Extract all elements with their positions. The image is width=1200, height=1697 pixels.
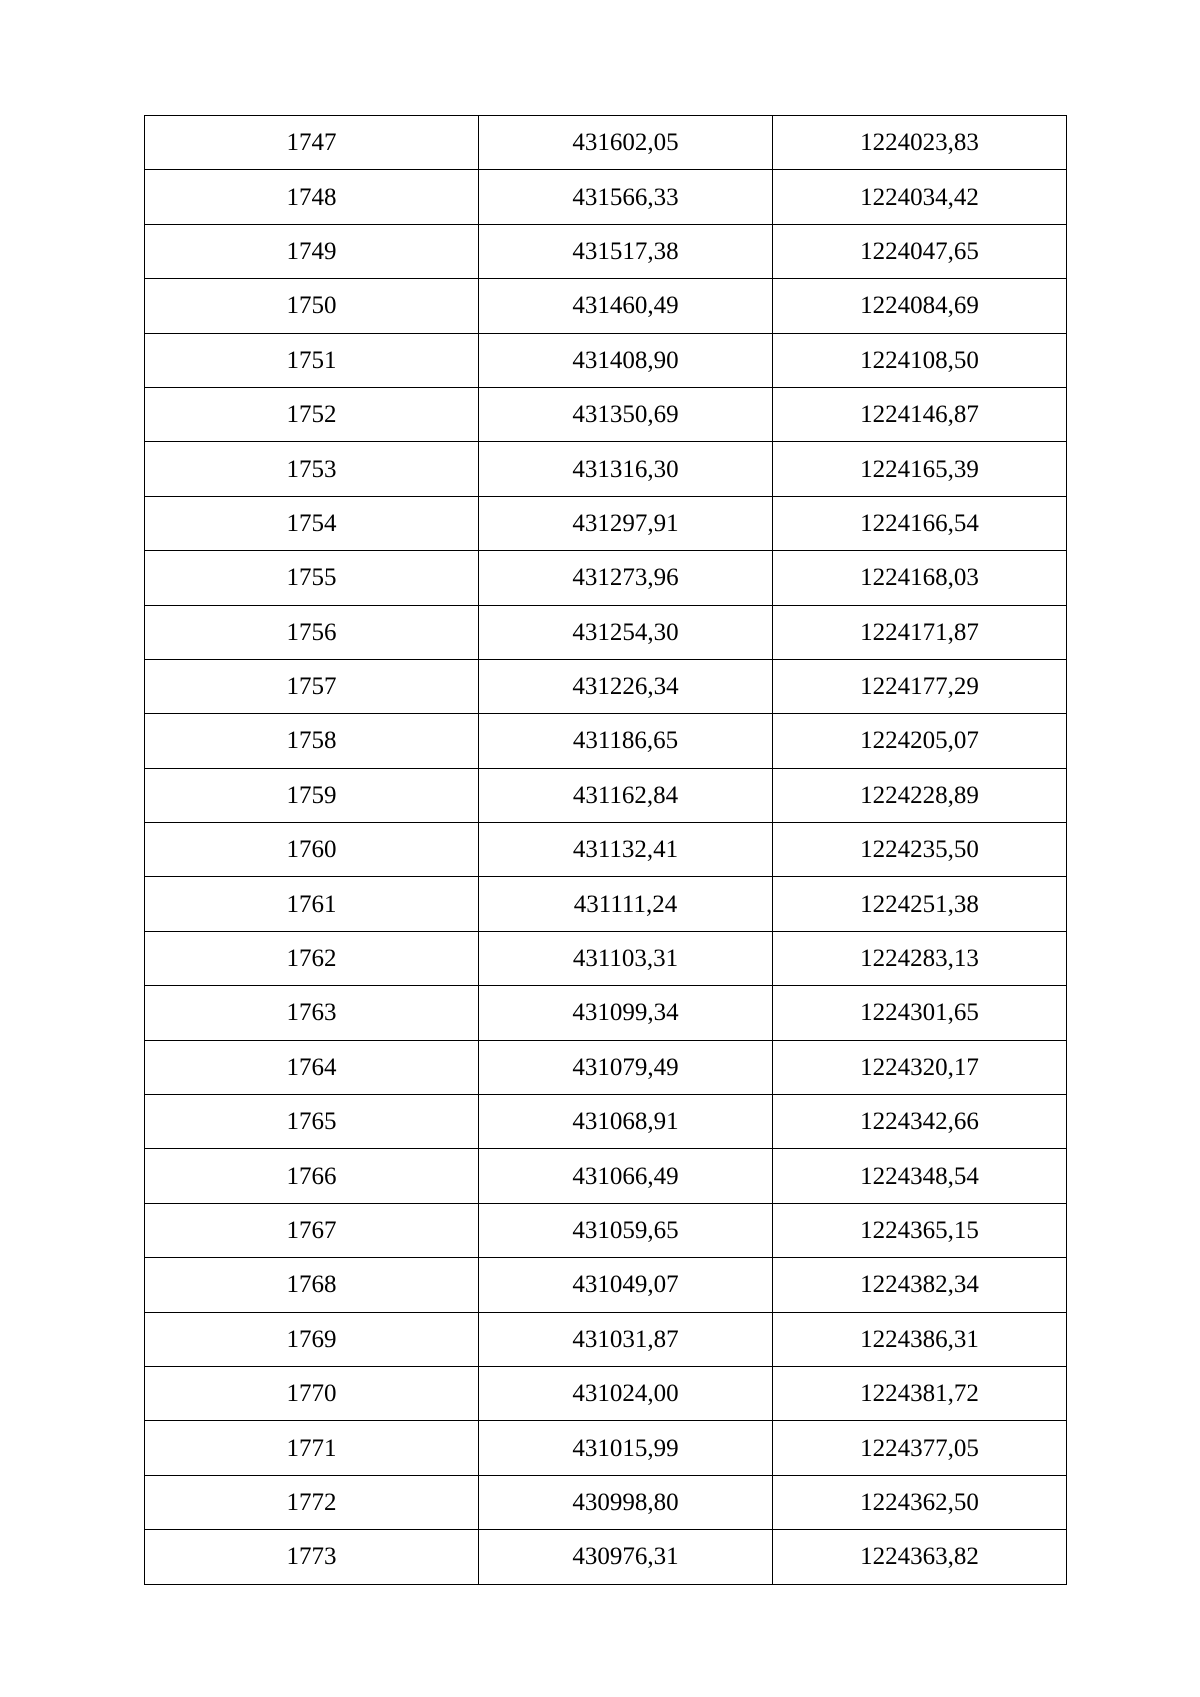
point-number-cell: 1757	[145, 659, 479, 713]
x-coordinate-cell: 431031,87	[479, 1312, 773, 1366]
x-coordinate-cell: 431024,00	[479, 1366, 773, 1420]
x-coordinate-cell: 431186,65	[479, 714, 773, 768]
x-coordinate-cell: 430998,80	[479, 1475, 773, 1529]
x-coordinate-cell: 431254,30	[479, 605, 773, 659]
x-coordinate-cell: 431111,24	[479, 877, 773, 931]
table-row	[145, 170, 1067, 224]
table-row	[145, 442, 1067, 496]
point-number-cell: 1767	[145, 1203, 479, 1257]
y-coordinate-cell: 1224301,65	[773, 986, 1067, 1040]
y-coordinate-cell: 1224251,38	[773, 877, 1067, 931]
x-coordinate-cell: 431015,99	[479, 1421, 773, 1475]
point-number-cell: 1753	[145, 442, 479, 496]
y-coordinate-cell: 1224146,87	[773, 387, 1067, 441]
point-number-cell: 1768	[145, 1258, 479, 1312]
y-coordinate-cell: 1224377,05	[773, 1421, 1067, 1475]
point-number-cell: 1754	[145, 496, 479, 550]
x-coordinate-cell: 431517,38	[479, 224, 773, 278]
y-coordinate-cell: 1224228,89	[773, 768, 1067, 822]
point-number-cell: 1759	[145, 768, 479, 822]
x-coordinate-cell: 431408,90	[479, 333, 773, 387]
table-row	[145, 1366, 1067, 1420]
x-coordinate-cell: 431103,31	[479, 931, 773, 985]
coordinates-table	[144, 115, 1067, 1585]
y-coordinate-cell: 1224047,65	[773, 224, 1067, 278]
table-row	[145, 823, 1067, 877]
y-coordinate-cell: 1224382,34	[773, 1258, 1067, 1312]
y-coordinate-cell: 1224386,31	[773, 1312, 1067, 1366]
point-number-cell: 1762	[145, 931, 479, 985]
table-row	[145, 714, 1067, 768]
table-row	[145, 1312, 1067, 1366]
x-coordinate-cell: 431460,49	[479, 279, 773, 333]
table-row	[145, 496, 1067, 550]
y-coordinate-cell: 1224166,54	[773, 496, 1067, 550]
point-number-cell: 1751	[145, 333, 479, 387]
table-row	[145, 768, 1067, 822]
point-number-cell: 1761	[145, 877, 479, 931]
point-number-cell: 1770	[145, 1366, 479, 1420]
y-coordinate-cell: 1224363,82	[773, 1530, 1067, 1584]
point-number-cell: 1747	[145, 116, 479, 170]
point-number-cell: 1755	[145, 551, 479, 605]
coordinates-table-body	[145, 116, 1067, 1585]
table-row	[145, 333, 1067, 387]
y-coordinate-cell: 1224177,29	[773, 659, 1067, 713]
table-row	[145, 986, 1067, 1040]
table-row	[145, 1040, 1067, 1094]
point-number-cell: 1756	[145, 605, 479, 659]
x-coordinate-cell: 431066,49	[479, 1149, 773, 1203]
table-row	[145, 1203, 1067, 1257]
x-coordinate-cell: 431049,07	[479, 1258, 773, 1312]
y-coordinate-cell: 1224084,69	[773, 279, 1067, 333]
point-number-cell: 1766	[145, 1149, 479, 1203]
table-row	[145, 1095, 1067, 1149]
x-coordinate-cell: 431068,91	[479, 1095, 773, 1149]
y-coordinate-cell: 1224348,54	[773, 1149, 1067, 1203]
point-number-cell: 1772	[145, 1475, 479, 1529]
y-coordinate-cell: 1224171,87	[773, 605, 1067, 659]
y-coordinate-cell: 1224381,72	[773, 1366, 1067, 1420]
point-number-cell: 1771	[145, 1421, 479, 1475]
y-coordinate-cell: 1224165,39	[773, 442, 1067, 496]
point-number-cell: 1760	[145, 823, 479, 877]
table-row	[145, 1258, 1067, 1312]
point-number-cell: 1773	[145, 1530, 479, 1584]
y-coordinate-cell: 1224283,13	[773, 931, 1067, 985]
x-coordinate-cell: 430976,31	[479, 1530, 773, 1584]
y-coordinate-cell: 1224320,17	[773, 1040, 1067, 1094]
table-row	[145, 1149, 1067, 1203]
y-coordinate-cell: 1224235,50	[773, 823, 1067, 877]
point-number-cell: 1758	[145, 714, 479, 768]
table-row	[145, 551, 1067, 605]
x-coordinate-cell: 431566,33	[479, 170, 773, 224]
x-coordinate-cell: 431297,91	[479, 496, 773, 550]
y-coordinate-cell: 1224205,07	[773, 714, 1067, 768]
x-coordinate-cell: 431079,49	[479, 1040, 773, 1094]
x-coordinate-cell: 431099,34	[479, 986, 773, 1040]
x-coordinate-cell: 431059,65	[479, 1203, 773, 1257]
x-coordinate-cell: 431273,96	[479, 551, 773, 605]
table-row	[145, 224, 1067, 278]
point-number-cell: 1749	[145, 224, 479, 278]
y-coordinate-cell: 1224365,15	[773, 1203, 1067, 1257]
table-row	[145, 1530, 1067, 1584]
x-coordinate-cell: 431226,34	[479, 659, 773, 713]
point-number-cell: 1750	[145, 279, 479, 333]
point-number-cell: 1769	[145, 1312, 479, 1366]
y-coordinate-cell: 1224342,66	[773, 1095, 1067, 1149]
table-row	[145, 116, 1067, 170]
point-number-cell: 1764	[145, 1040, 479, 1094]
table-row	[145, 279, 1067, 333]
y-coordinate-cell: 1224168,03	[773, 551, 1067, 605]
x-coordinate-cell: 431162,84	[479, 768, 773, 822]
point-number-cell: 1748	[145, 170, 479, 224]
y-coordinate-cell: 1224108,50	[773, 333, 1067, 387]
point-number-cell: 1765	[145, 1095, 479, 1149]
y-coordinate-cell: 1224362,50	[773, 1475, 1067, 1529]
table-row	[145, 1475, 1067, 1529]
x-coordinate-cell: 431316,30	[479, 442, 773, 496]
x-coordinate-cell: 431350,69	[479, 387, 773, 441]
table-row	[145, 1421, 1067, 1475]
point-number-cell: 1752	[145, 387, 479, 441]
point-number-cell: 1763	[145, 986, 479, 1040]
x-coordinate-cell: 431132,41	[479, 823, 773, 877]
table-row	[145, 605, 1067, 659]
table-row	[145, 931, 1067, 985]
x-coordinate-cell: 431602,05	[479, 116, 773, 170]
table-row	[145, 387, 1067, 441]
y-coordinate-cell: 1224023,83	[773, 116, 1067, 170]
table-row	[145, 659, 1067, 713]
table-row	[145, 877, 1067, 931]
y-coordinate-cell: 1224034,42	[773, 170, 1067, 224]
